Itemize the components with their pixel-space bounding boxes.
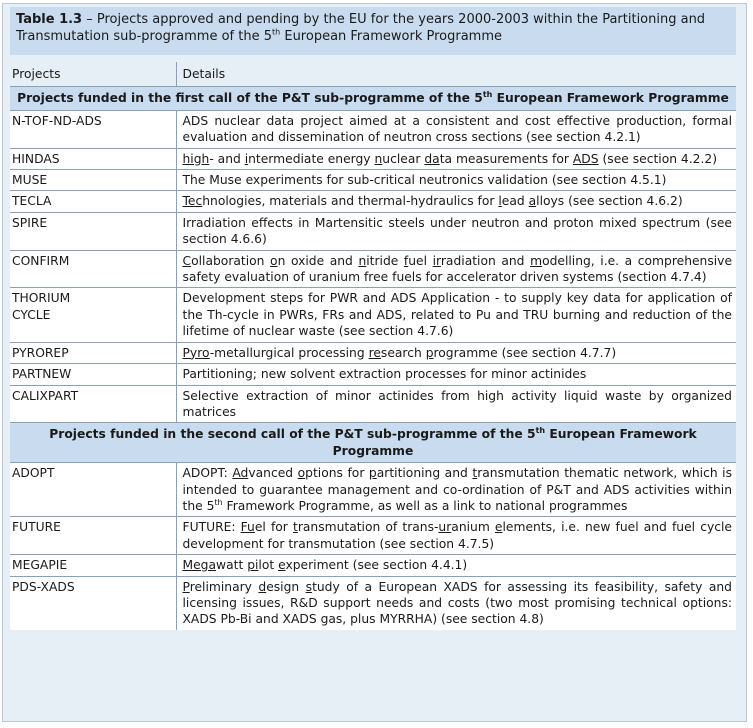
table-row	[10, 555, 736, 576]
project-detail: Megawatt pilot experiment (see section 4.4.1)	[176, 555, 736, 576]
section-title: Projects funded in the first call of the P&T sub-programme of the 5th European Framework Programme	[10, 87, 736, 110]
caption-text: – Projects approved and pending by the EU for the years 2000-2003 within the Partitioning and Transmutation sub-programme of the 5	[16, 12, 706, 44]
project-detail: Technologies, materials and thermal-hydraulics for lead alloys (see section 4.6.2)	[176, 191, 736, 212]
project-name: PARTNEW	[10, 364, 176, 385]
table-row	[10, 170, 736, 191]
table-row	[10, 110, 736, 148]
project-name: ADOPT	[10, 463, 176, 517]
table-row	[10, 250, 736, 288]
project-detail: The Muse experiments for sub-critical neutronics validation (see section 4.5.1)	[176, 170, 736, 191]
caption-superscript: th	[272, 27, 281, 37]
column-header-projects: Projects	[10, 62, 176, 87]
projects-table	[10, 62, 736, 630]
project-name: SPIRE	[10, 212, 176, 250]
table-number: Table 1.3	[16, 12, 83, 27]
project-name: CALIXPART	[10, 385, 176, 423]
project-name: PDS-XADS	[10, 576, 176, 630]
table-row	[10, 385, 736, 423]
project-detail: Pyro-metallurgical processing research programme (see section 4.7.7)	[176, 342, 736, 363]
project-detail: Development steps for PWR and ADS Application - to supply key data for application of the Th-cycle in PWRs, FRs and ADS, related to Pu and TRU burning and reduction of the lifetime of nuclear waste (see section 4.7.6)	[176, 288, 736, 342]
caption-text-end: European Framework Programme	[280, 29, 503, 44]
table-row	[10, 212, 736, 250]
table-row	[10, 288, 736, 342]
table-row	[10, 191, 736, 212]
table-header-row	[10, 62, 736, 87]
project-detail: Preliminary design study of a European XADS for assessing its feasibility, safety and licensing issues, R&D support needs and costs (two most promising technical options: XADS Pb-Bi and XADS gas, plus MYRRHA) (see section 4.8)	[176, 576, 736, 630]
table-row	[10, 342, 736, 363]
project-detail: Collaboration on oxide and nitride fuel irradiation and modelling, i.e. a comprehensive safety evaluation of uranium free fuels for accelerator driven systems (section 4.7.4)	[176, 250, 736, 288]
table-row	[10, 576, 736, 630]
project-detail: FUTURE: Fuel for transmutation of trans-uranium elements, i.e. new fuel and fuel cycle development for transmutation (see section 4.7.5)	[176, 517, 736, 555]
section-title: Projects funded in the second call of the P&T sub-programme of the 5th European Framework Programme	[10, 423, 736, 463]
table-row	[10, 517, 736, 555]
project-name: FUTURE	[10, 517, 176, 555]
table-row	[10, 364, 736, 385]
column-header-details: Details	[176, 62, 736, 87]
project-name: MEGAPIE	[10, 555, 176, 576]
project-detail: ADS nuclear data project aimed at a consistent and cost effective production, formal evaluation and dissemination of neutron cross sections (see section 4.2.1)	[176, 110, 736, 148]
section-header-first-call	[10, 87, 736, 110]
project-detail: Partitioning; new solvent extraction processes for minor actinides	[176, 364, 736, 385]
project-detail: ADOPT: Advanced options for partitioning and transmutation thematic network, which is intended to guarantee management and co-ordination of P&T and ADS activities within the 5th Framework Programme, as well as a link to national programmes	[176, 463, 736, 517]
section-header-second-call	[10, 423, 736, 463]
table-caption	[10, 7, 736, 55]
project-name: N-TOF-ND-ADS	[10, 110, 176, 148]
project-detail: high- and intermediate energy nuclear data measurements for ADS (see section 4.2.2)	[176, 148, 736, 169]
project-name: CONFIRM	[10, 250, 176, 288]
project-detail: Irradiation effects in Martensitic steels under neutron and proton mixed spectrum (see section 4.6.6)	[176, 212, 736, 250]
project-name: THORIUM CYCLE	[10, 288, 176, 342]
project-name: PYROREP	[10, 342, 176, 363]
table-row	[10, 463, 736, 517]
table-row	[10, 148, 736, 169]
project-name: HINDAS	[10, 148, 176, 169]
project-name: TECLA	[10, 191, 176, 212]
project-detail: Selective extraction of minor actinides from high activity liquid waste by organized matrices	[176, 385, 736, 423]
project-name: MUSE	[10, 170, 176, 191]
